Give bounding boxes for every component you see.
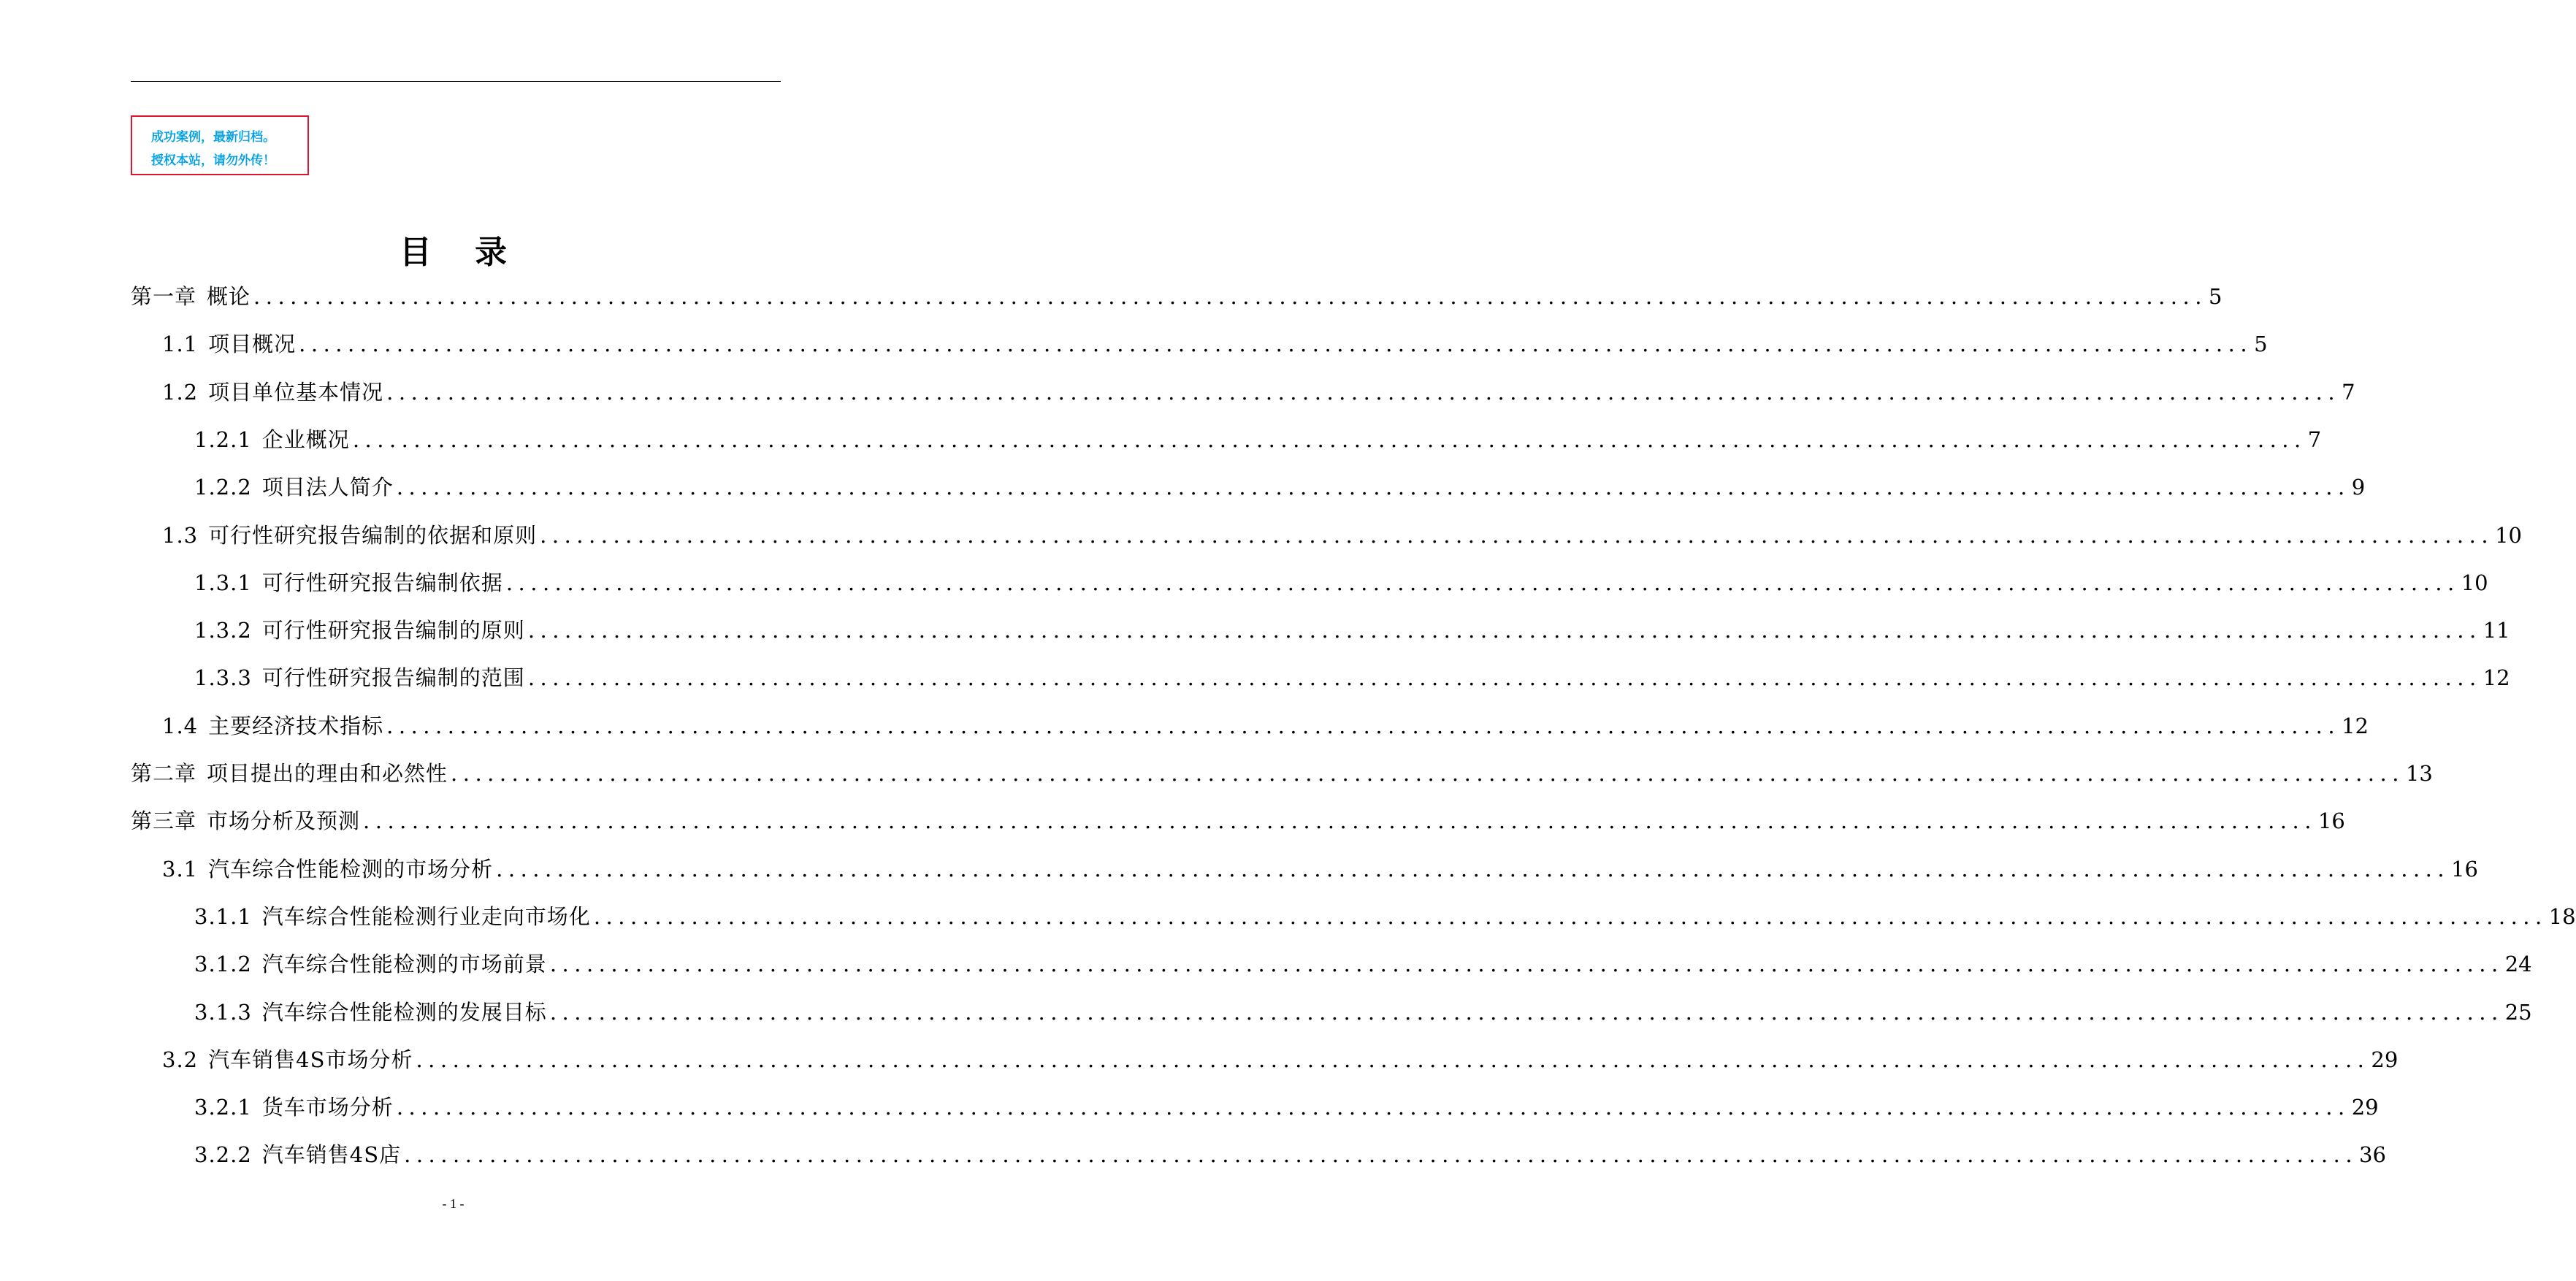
toc-dot-leader: ................................................................................................................................................................ — [386, 379, 2341, 405]
toc-entry[interactable] — [162, 1044, 2399, 1076]
toc-entry-title: 企业概况 — [261, 427, 350, 452]
toc-entry-number: 1.4 — [162, 713, 199, 738]
toc-entry-title: 可行性研究报告编制的范围 — [261, 665, 525, 691]
toc-entry[interactable] — [194, 662, 2510, 694]
toc-entry-title: 项目单位基本情况 — [208, 379, 384, 405]
toc-entry-label — [194, 900, 591, 933]
toc-entry-label — [194, 567, 503, 599]
toc-entry-number: 1.2.2 — [194, 475, 252, 500]
toc-dot-leader: ................................................................................................................................................................ — [540, 522, 2494, 548]
toc-entry-title: 汽车销售4S市场分析 — [208, 1047, 413, 1072]
toc-entry-label — [131, 805, 360, 837]
toc-entry[interactable] — [194, 614, 2510, 646]
toc-entry-number: 3.1.3 — [194, 999, 252, 1025]
toc-entry-title: 项目概况 — [208, 332, 297, 357]
toc-entry-page: 16 — [2451, 856, 2478, 882]
toc-entry-page: 18 — [2548, 903, 2576, 929]
toc-entry-number: 1.3 — [162, 522, 199, 548]
header-rule — [131, 81, 781, 82]
toc-dot-leader: ................................................................................................................................................................ — [396, 475, 2350, 500]
toc-entry-label — [194, 614, 525, 646]
toc-entry-page: 7 — [2307, 427, 2322, 452]
toc-entry[interactable] — [162, 328, 2268, 360]
toc-entry-number: 1.2.1 — [194, 427, 252, 452]
toc-entry-number: 1.3.1 — [194, 570, 252, 595]
toc-entry-page: 16 — [2317, 808, 2345, 834]
toc-entry-number: 3.2 — [162, 1047, 199, 1072]
toc-entry-label — [131, 757, 448, 789]
toc-entry-label — [162, 328, 296, 360]
toc-entry[interactable] — [194, 471, 2366, 503]
toc-dot-leader: ................................................................................................................................................................ — [404, 1142, 2358, 1168]
toc-entry-page: 25 — [2504, 999, 2532, 1025]
toc-entry-number: 3.2.2 — [194, 1142, 252, 1168]
toc-dot-leader: ................................................................................................................................................................ — [386, 713, 2341, 738]
toc-entry-page: 12 — [2342, 713, 2369, 738]
toc-entry-title: 汽车销售4S店 — [261, 1142, 402, 1168]
toc-entry-title: 汽车综合性能检测的市场前景 — [261, 952, 547, 977]
toc-entry-title: 项目法人简介 — [261, 475, 394, 500]
toc-entry-label — [194, 1091, 394, 1123]
stamp-line-2: 授权本站，请勿外传！ — [151, 153, 275, 168]
toc-entry[interactable] — [194, 996, 2532, 1028]
toc-entry[interactable] — [162, 519, 2522, 551]
toc-dot-leader: ................................................................................................................................................................ — [451, 761, 2404, 786]
toc-entry[interactable] — [194, 948, 2532, 980]
toc-entry-title: 汽车综合性能检测的市场分析 — [208, 856, 494, 882]
toc-entry-number: 3.1 — [162, 856, 199, 882]
toc-entry-page: 11 — [2483, 618, 2510, 643]
toc-entry-label — [194, 996, 547, 1028]
toc-dot-leader: ................................................................................................................................................................ — [496, 856, 2450, 882]
watermark-stamp — [131, 115, 309, 175]
toc-entry-label — [162, 519, 537, 551]
toc-dot-leader: ................................................................................................................................................................ — [253, 284, 2207, 309]
toc-entry[interactable] — [194, 900, 2576, 933]
toc-entry-page: 13 — [2405, 761, 2433, 786]
toc-entry-label — [162, 853, 493, 885]
toc-entry-label — [162, 710, 383, 742]
toc-entry[interactable] — [131, 805, 2345, 837]
toc-entry-page: 29 — [2371, 1047, 2399, 1072]
toc-entry-number: 1.1 — [162, 332, 199, 357]
toc-entry[interactable] — [162, 853, 2478, 885]
toc-title: 目 录 — [399, 234, 524, 271]
page-number: - 1 - — [442, 1196, 465, 1211]
toc-entry-title: 概论 — [207, 284, 251, 309]
toc-entry-title: 可行性研究报告编制的依据和原则 — [208, 522, 538, 548]
toc-entry-number: 第一章 — [131, 284, 197, 309]
toc-entry-page: 10 — [2461, 570, 2488, 595]
toc-entry-number: 3.1.1 — [194, 903, 252, 929]
toc-entry-label — [194, 471, 394, 503]
toc-entry-number: 1.3.2 — [194, 618, 252, 643]
toc-entry-page: 5 — [2254, 332, 2268, 357]
toc-dot-leader: ................................................................................................................................................................ — [352, 427, 2306, 452]
toc-entry-label — [194, 662, 525, 694]
toc-dot-leader: ................................................................................................................................................................ — [549, 999, 2504, 1025]
toc-dot-leader: ................................................................................................................................................................ — [549, 952, 2504, 977]
toc-dot-leader: ................................................................................................................................................................ — [299, 332, 2253, 357]
toc-dot-leader: ................................................................................................................................................................ — [396, 1095, 2350, 1120]
toc-entry-page: 36 — [2359, 1142, 2386, 1168]
toc-entry[interactable] — [194, 1091, 2379, 1123]
toc-entry[interactable] — [194, 567, 2488, 599]
toc-entry-number: 1.3.3 — [194, 665, 252, 691]
toc-entry-page: 12 — [2483, 665, 2510, 691]
toc-dot-leader: ................................................................................................................................................................ — [527, 665, 2482, 691]
toc-entry-number: 3.2.1 — [194, 1095, 252, 1120]
toc-entry-title: 可行性研究报告编制的原则 — [261, 618, 525, 643]
toc-entry[interactable] — [131, 280, 2223, 313]
stamp-line-1: 成功案例，最新归档。 — [151, 130, 275, 145]
toc-entry-page: 7 — [2342, 379, 2355, 405]
toc-entry-number: 1.2 — [162, 379, 199, 405]
toc-entry-page: 24 — [2504, 952, 2532, 977]
toc-entry-page: 10 — [2495, 522, 2522, 548]
toc-entry-title: 市场分析及预测 — [207, 808, 361, 834]
toc-entry-title: 汽车综合性能检测的发展目标 — [261, 999, 547, 1025]
toc-entry[interactable] — [194, 424, 2322, 456]
toc-entry-title: 货车市场分析 — [261, 1095, 394, 1120]
toc-entry-label — [162, 1044, 413, 1076]
toc-entry[interactable] — [194, 1139, 2386, 1171]
toc-entry-label — [162, 376, 383, 408]
toc-dot-leader: ................................................................................................................................................................ — [363, 808, 2317, 834]
toc-entry-title: 汽车综合性能检测行业走向市场化 — [261, 903, 591, 929]
toc-entry[interactable] — [162, 710, 2369, 742]
toc-entry-label — [194, 1139, 401, 1171]
toc-entry-label — [194, 948, 547, 980]
toc-entry-title: 可行性研究报告编制依据 — [261, 570, 503, 595]
toc-entry-number: 第三章 — [131, 808, 197, 834]
toc-entry-label — [194, 424, 350, 456]
toc-dot-leader: ................................................................................................................................................................ — [416, 1047, 2370, 1072]
toc-dot-leader: ................................................................................................................................................................ — [527, 618, 2482, 643]
toc-dot-leader: ................................................................................................................................................................ — [593, 903, 2548, 929]
toc-entry-page: 5 — [2208, 284, 2223, 309]
toc-entry-label — [131, 280, 251, 313]
toc-entry-page: 29 — [2351, 1095, 2379, 1120]
toc-entry-title: 项目提出的理由和必然性 — [207, 761, 448, 786]
toc-entry-number: 3.1.2 — [194, 952, 252, 977]
toc-entry-page: 9 — [2351, 475, 2366, 500]
toc-entry-title: 主要经济技术指标 — [208, 713, 384, 738]
toc-entry[interactable] — [131, 757, 2433, 789]
toc-dot-leader: ................................................................................................................................................................ — [505, 570, 2460, 595]
toc-entry[interactable] — [162, 376, 2355, 408]
toc-entry-number: 第二章 — [131, 761, 197, 786]
